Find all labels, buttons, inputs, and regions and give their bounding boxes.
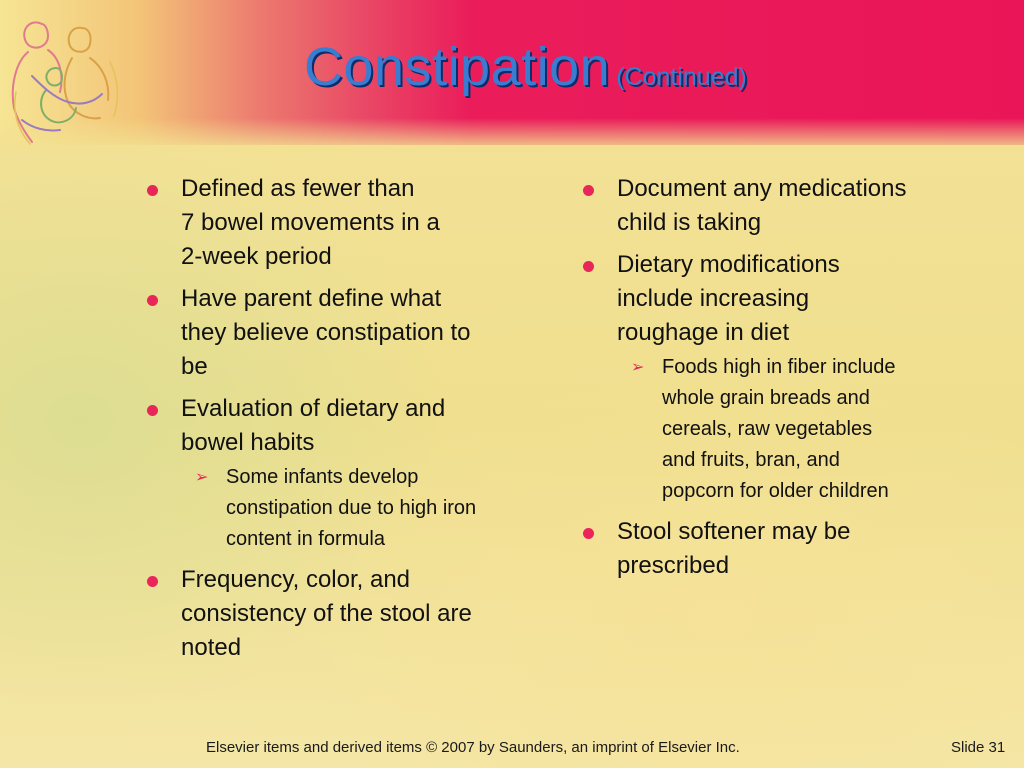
sub-bullet-list xyxy=(617,352,976,507)
bullet-dot-icon xyxy=(147,405,158,416)
bullet-text-line: Document any medications xyxy=(617,175,907,202)
bullet-text-line: Stool softener may be xyxy=(617,518,851,545)
bullet-text xyxy=(617,518,850,579)
bullet-text-line: and fruits, bran, and xyxy=(662,449,840,471)
bullet-text-line: whole grain breads and xyxy=(662,387,870,409)
bullet-text-line: Frequency, color, and xyxy=(181,566,411,593)
title-continued: (Continued) xyxy=(616,63,747,91)
bullet-text xyxy=(181,175,440,270)
bullet-item xyxy=(576,248,976,507)
slide-number: Slide 31 xyxy=(951,739,1006,756)
left-column xyxy=(140,172,560,673)
bullet-text-line: constipation due to high iron xyxy=(226,497,477,519)
bullet-item xyxy=(140,282,560,384)
bullet-text-line: be xyxy=(181,353,208,380)
bullet-text-line: roughage in diet xyxy=(617,319,790,346)
right-bullet-list xyxy=(576,172,976,583)
bullet-text-line: bowel habits xyxy=(181,429,315,456)
bullet-dot-icon xyxy=(583,261,594,272)
bullet-dot-icon xyxy=(147,295,158,306)
bullet-text xyxy=(181,285,471,380)
bullet-text-line: Dietary modifications xyxy=(617,251,840,278)
header-fade xyxy=(0,118,1024,152)
bullet-text xyxy=(181,395,445,456)
sub-bullet-text xyxy=(662,356,895,502)
bullet-text xyxy=(617,251,840,346)
bullet-text-line: 2-week period xyxy=(181,243,332,270)
bullet-item xyxy=(576,515,976,583)
sub-bullet-list xyxy=(181,462,560,555)
bullet-item xyxy=(140,563,560,665)
bullet-text xyxy=(181,566,472,661)
bullet-text-line: noted xyxy=(181,634,242,661)
bullet-text-line: Some infants develop xyxy=(226,466,419,488)
bullet-text-line: include increasing xyxy=(617,285,810,312)
bullet-dot-icon xyxy=(147,185,158,196)
footer-credit: Elsevier items and derived items © 2007 by Saunders, an imprint of Elsevier Inc. xyxy=(206,739,740,756)
slide-title xyxy=(304,36,747,98)
bullet-text xyxy=(617,175,906,236)
bullet-text-line: consistency of the stool are xyxy=(181,600,472,627)
bullet-text-line: cereals, raw vegetables xyxy=(662,418,873,440)
left-bullet-list xyxy=(140,172,560,665)
sub-bullet-item xyxy=(181,462,560,555)
bullet-text-line: Have parent define what xyxy=(181,285,442,312)
bullet-dot-icon xyxy=(147,576,158,587)
sub-bullet-text xyxy=(226,466,476,550)
arrow-bullet-icon: ➢ xyxy=(195,469,209,486)
bullet-text-line: Foods high in fiber include xyxy=(662,356,896,378)
bullet-text-line: 7 bowel movements in a xyxy=(181,209,440,236)
sub-bullet-item xyxy=(617,352,976,507)
right-column xyxy=(576,172,976,591)
bullet-dot-icon xyxy=(583,185,594,196)
bullet-item xyxy=(576,172,976,240)
bullet-text-line: Evaluation of dietary and xyxy=(181,395,446,422)
bullet-text-line: prescribed xyxy=(617,552,730,579)
bullet-text-line: Defined as fewer than xyxy=(181,175,415,202)
arrow-bullet-icon: ➢ xyxy=(631,359,645,376)
title-main: Constipation xyxy=(304,37,611,97)
bullet-text-line: child is taking xyxy=(617,209,762,236)
family-line-art-logo xyxy=(2,2,132,148)
bullet-text-line: content in formula xyxy=(226,528,385,550)
bullet-item xyxy=(140,392,560,555)
bullet-item xyxy=(140,172,560,274)
bullet-text-line: popcorn for older children xyxy=(662,480,889,502)
bullet-dot-icon xyxy=(583,528,594,539)
bullet-text-line: they believe constipation to xyxy=(181,319,471,346)
